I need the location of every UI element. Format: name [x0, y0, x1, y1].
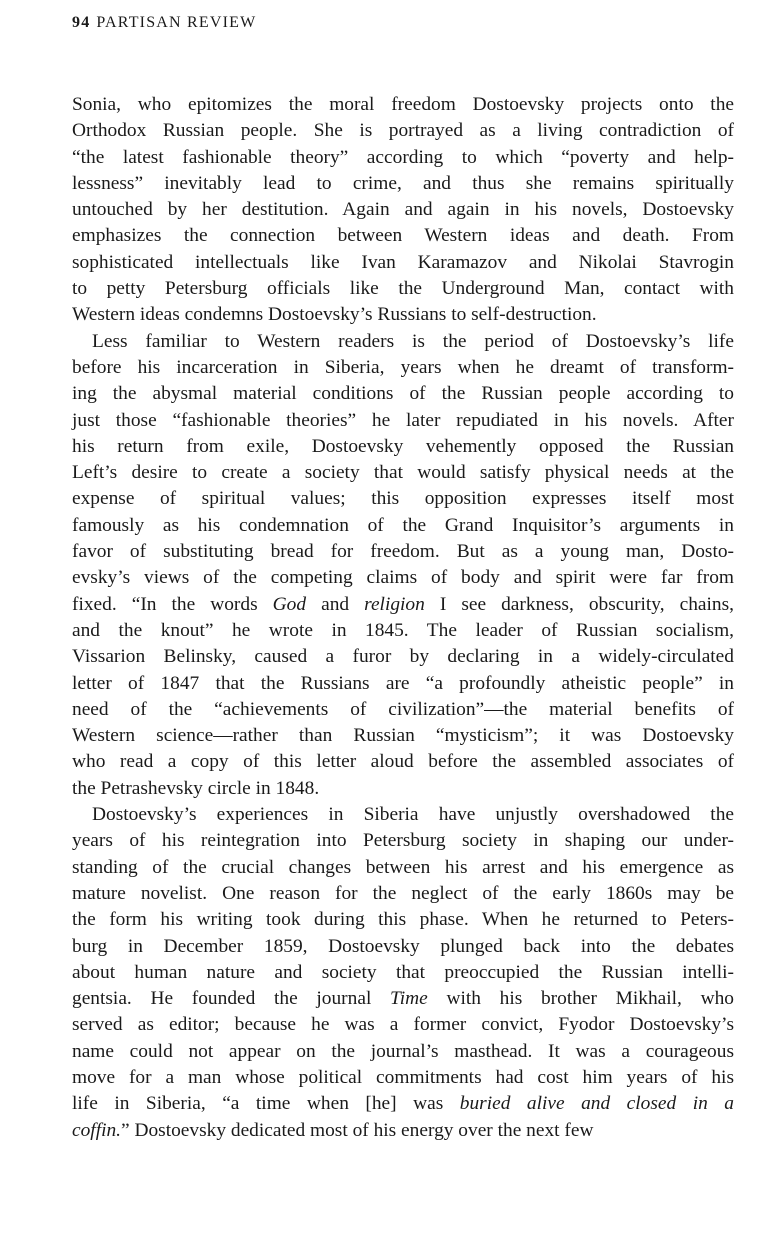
text-line: [72, 329, 734, 355]
text-run: gentsia. He founded the journal: [72, 988, 391, 1010]
text-run: untouched by her destitution. Again and again in his novels, Dostoevsky: [72, 199, 734, 221]
italic-text: coffin.: [72, 1119, 122, 1141]
italic-text: Time: [390, 988, 428, 1010]
text-run: Dostoevsky’s experiences in Siberia have unjustly overshadowed the: [92, 804, 734, 826]
italic-text: God: [272, 593, 307, 615]
text-run: his return from exile, Dostoevsky vehemently opposed the Russian: [72, 435, 734, 457]
italic-text: buried alive and closed in a: [459, 1093, 734, 1115]
text-line: [72, 408, 734, 434]
text-line: [72, 1039, 734, 1065]
text-line: [72, 723, 734, 749]
text-line: [72, 118, 734, 144]
text-line: [72, 513, 734, 539]
text-run: name could not appear on the journal’s masthead. It was a courageous: [72, 1040, 734, 1062]
running-head: [72, 14, 256, 32]
journal-title: PARTISAN REVIEW: [96, 14, 257, 31]
text-line: [72, 92, 734, 118]
text-line: [72, 486, 734, 512]
text-run: ing the abysmal material conditions of the Russian people according to: [72, 383, 734, 405]
text-line: [72, 223, 734, 249]
text-run: need of the “achievements of civilization”—the material benefits of: [72, 698, 734, 720]
text-line: [72, 618, 734, 644]
text-run: and: [306, 593, 365, 615]
text-run: move for a man whose political commitments had cost him years of his: [72, 1066, 734, 1088]
text-run: just those “fashionable theories” he later repudiated in his novels. After: [72, 409, 734, 431]
text-run: evsky’s views of the competing claims of body and spirit were far from: [72, 567, 734, 589]
body-text: [72, 92, 734, 1144]
text-line: [72, 749, 734, 775]
text-line: [72, 1065, 734, 1091]
text-run: before his incarceration in Siberia, years when he dreamt of transform-: [72, 356, 734, 378]
text-run: fixed. “In the words: [72, 593, 273, 615]
text-line: [72, 171, 734, 197]
text-line: [72, 960, 734, 986]
text-line: [72, 460, 734, 486]
italic-text: religion: [364, 593, 425, 615]
text-line: [72, 276, 734, 302]
text-run: the Petrashevsky circle in 1848.: [72, 777, 320, 799]
page-number: 94: [72, 14, 91, 31]
text-run: Western science—rather than Russian “mysticism”; it was Dostoevsky: [72, 725, 734, 747]
text-run: favor of substituting bread for freedom. But as a young man, Dosto-: [72, 541, 734, 563]
text-line: [72, 881, 734, 907]
text-run: life in Siberia, “a time when [he] was: [72, 1093, 460, 1115]
text-run: to petty Petersburg officials like the Underground Man, contact with: [72, 278, 734, 300]
text-run: years of his reintegration into Petersburg society in shaping our under-: [72, 830, 734, 852]
text-run: “the latest fashionable theory” according to which “poverty and help-: [72, 146, 734, 168]
text-run: famously as his condemnation of the Grand Inquisitor’s arguments in: [72, 514, 734, 536]
text-line: [72, 644, 734, 670]
text-run: about human nature and society that preoccupied the Russian intelli-: [72, 961, 734, 983]
text-run: who read a copy of this letter aloud before the assembled associates of: [72, 751, 734, 773]
text-run: the form his writing took during this phase. When he returned to Peters-: [72, 909, 734, 931]
text-run: letter of 1847 that the Russians are “a profoundly atheistic people” in: [72, 672, 734, 694]
text-run: Less familiar to Western readers is the period of Dostoevsky’s life: [92, 330, 734, 352]
text-line: [72, 197, 734, 223]
text-run: I see darkness, obscurity, chains,: [424, 593, 734, 615]
text-line: [72, 855, 734, 881]
text-line: [72, 145, 734, 171]
text-line: [72, 539, 734, 565]
text-run: burg in December 1859, Dostoevsky plunged back into the debates: [72, 935, 734, 957]
text-run: with his brother Mikhail, who: [427, 988, 735, 1010]
text-line: [72, 381, 734, 407]
text-line: [72, 434, 734, 460]
text-line: [72, 776, 734, 802]
text-line: [72, 565, 734, 591]
text-line: [72, 986, 734, 1012]
text-line: [72, 355, 734, 381]
text-line: [72, 802, 734, 828]
text-run: and the knout” he wrote in 1845. The leader of Russian socialism,: [72, 619, 734, 641]
text-run: Sonia, who epitomizes the moral freedom Dostoevsky projects onto the: [72, 94, 734, 115]
text-line: [72, 828, 734, 854]
text-line: [72, 592, 734, 618]
text-run: Left’s desire to create a society that would satisfy physical needs at the: [72, 462, 734, 484]
text-run: Orthodox Russian people. She is portrayed as a living contradiction of: [72, 120, 734, 142]
text-line: [72, 671, 734, 697]
text-line: [72, 302, 734, 328]
text-run: sophisticated intellectuals like Ivan Karamazov and Nikolai Stavrogin: [72, 251, 734, 273]
text-run: lessness” inevitably lead to crime, and thus she remains spiritually: [72, 172, 734, 194]
text-line: [72, 1091, 734, 1117]
text-line: [72, 907, 734, 933]
text-line: [72, 250, 734, 276]
text-line: [72, 1118, 734, 1144]
text-run: mature novelist. One reason for the neglect of the early 1860s may be: [72, 882, 734, 904]
text-run: emphasizes the connection between Western ideas and death. From: [72, 225, 734, 247]
text-run: Vissarion Belinsky, caused a furor by declaring in a widely-circulated: [72, 646, 734, 668]
text-line: [72, 697, 734, 723]
text-run: served as editor; because he was a former convict, Fyodor Dostoevsky’s: [72, 1014, 734, 1036]
text-line: [72, 934, 734, 960]
text-run: standing of the crucial changes between his arrest and his emergence as: [72, 856, 734, 878]
text-run: ” Dostoevsky dedicated most of his energy over the next few: [121, 1119, 594, 1141]
text-run: Western ideas condemns Dostoevsky’s Russians to self-destruction.: [72, 304, 597, 326]
text-line: [72, 1012, 734, 1038]
text-run: expense of spiritual values; this opposition expresses itself most: [72, 488, 734, 510]
